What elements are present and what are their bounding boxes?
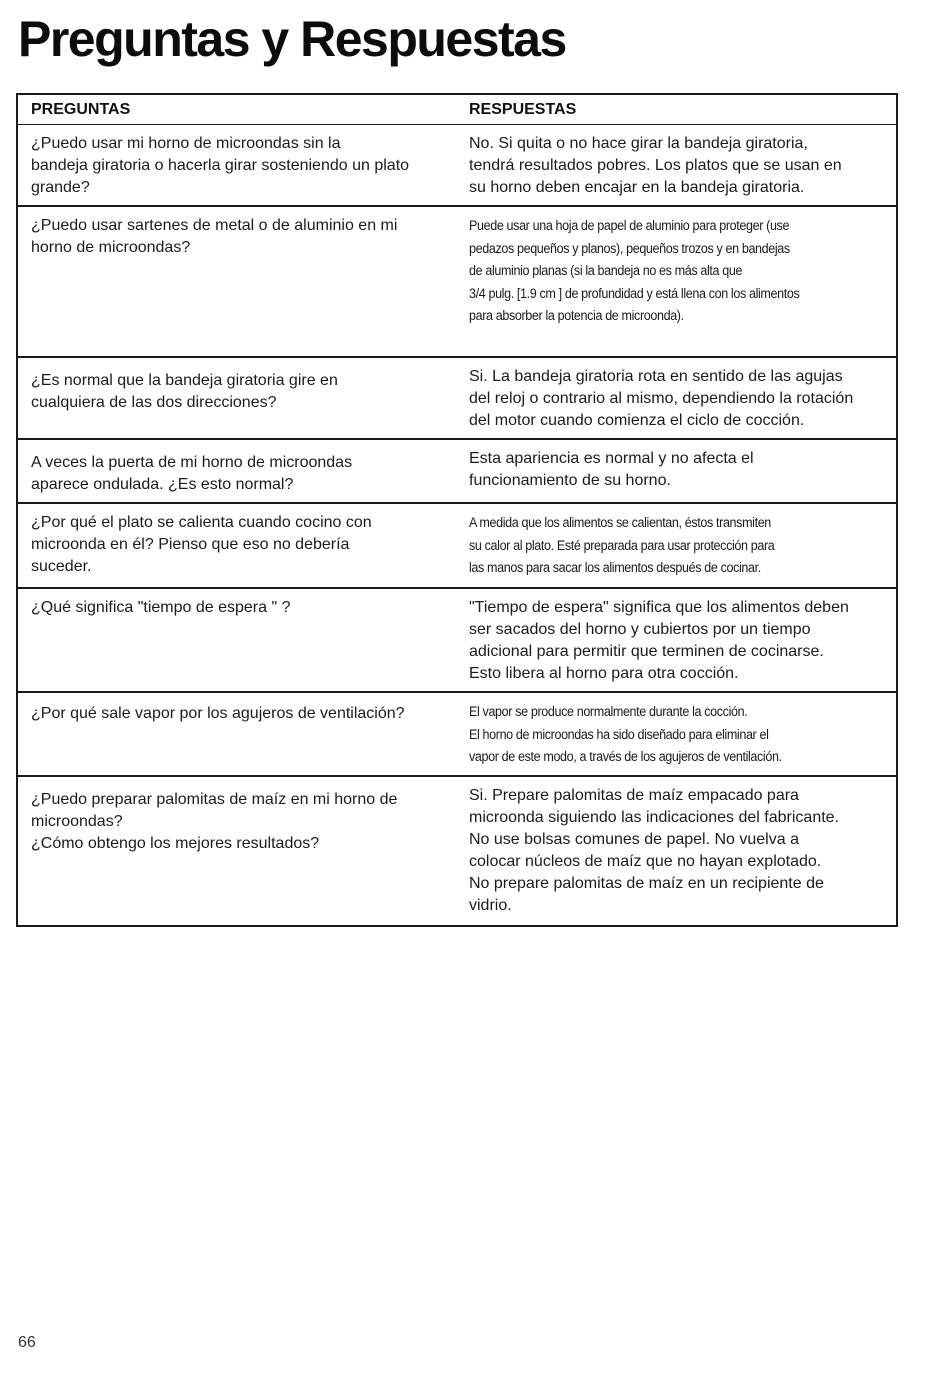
table-row [17, 439, 897, 503]
page-title: Preguntas y Respuestas [18, 11, 566, 67]
question-cell: ¿Puedo preparar palomitas de maíz en mi horno de microondas? ¿Cómo obtengo los mejores resultados? [31, 790, 398, 852]
answer-cell [464, 206, 897, 357]
question-cell: ¿Puedo usar mi horno de microondas sin la bandeja giratoria o hacerla girar sosteniendo un plato grande? [17, 125, 464, 207]
answer-text: A medida que los alimentos se calientan, éstos transmiten su calor al plato. Esté preparada para usar protección para las manos para sacar los alimentos después de cocinar. [469, 515, 775, 575]
table-row [17, 588, 897, 692]
answer-cell [464, 692, 897, 776]
question-cell: ¿Qué significa "tiempo de espera " ? [17, 588, 464, 692]
answer-cell: Si. Prepare palomitas de maíz empacado para microonda siguiendo las indicaciones del fabricante. No use bolsas comunes de papel. No vuelva a colocar núcleos de maíz que no hayan explotado. No prepare palomitas de maíz en un recipiente de vidrio. [469, 786, 839, 914]
questions-column-header: PREGUNTAS [17, 94, 464, 125]
page-number: 66 [18, 1334, 36, 1351]
table-row [17, 206, 897, 357]
answer-text: Puede usar una hoja de papel de aluminio para proteger (use pedazos pequeños y planos), pequeños trozos y en bandejas de aluminio planas (si la bandeja no es más alta que 3/4 pulg. [1.9 cm ] de profundidad y está llena con los alimentos para absorber la potencia de microonda). [469, 218, 800, 323]
question-cell: ¿Por qué el plato se calienta cuando cocino con microonda en él? Pienso que eso no debería suceder. [17, 503, 464, 588]
table-row [17, 503, 897, 588]
answers-column-header: RESPUESTAS [464, 94, 897, 125]
question-cell: ¿Puedo usar sartenes de metal o de aluminio en mi horno de microondas? [17, 206, 464, 357]
answer-cell [464, 503, 897, 588]
answer-cell: "Tiempo de espera" significa que los alimentos deben ser sacados del horno y cubiertos por un tiempo adicional para permitir que terminen de cocinarse. Esto libera al horno para otra cocción. [464, 588, 897, 692]
answer-text: El vapor se produce normalmente durante la cocción. El horno de microondas ha sido diseñado para eliminar el vapor de este modo, a través de los agujeros de ventilación. [469, 704, 782, 764]
answer-cell: Si. La bandeja giratoria rota en sentido de las agujas del reloj o contrario al mismo, dependiendo la rotación del motor cuando comienza el ciclo de cocción. [464, 357, 897, 439]
table-header-row [17, 94, 897, 125]
answer-cell: Esta apariencia es normal y no afecta el funcionamiento de su horno. [464, 439, 897, 503]
table-row [17, 692, 897, 776]
table-row [17, 357, 897, 439]
table-row [17, 776, 897, 926]
answer-cell: No. Si quita o no hace girar la bandeja giratoria, tendrá resultados pobres. Los platos que se usan en su horno deben encajar en la bandeja giratoria. [464, 125, 897, 207]
question-cell: ¿Es normal que la bandeja giratoria gire en cualquiera de las dos direcciones? [17, 357, 464, 439]
qa-table [16, 93, 898, 927]
question-cell: A veces la puerta de mi horno de microondas aparece ondulada. ¿Es esto normal? [17, 439, 464, 503]
question-cell: ¿Por qué sale vapor por los agujeros de ventilación? [17, 692, 464, 776]
table-row [17, 125, 897, 207]
